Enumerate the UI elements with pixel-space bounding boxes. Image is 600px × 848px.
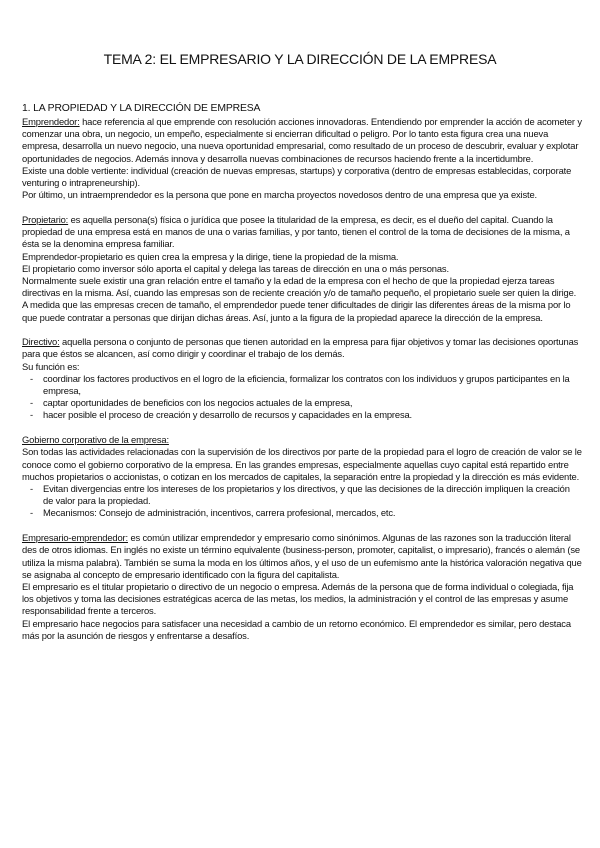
- emprendedor-paragraph-3: Por último, un intraemprendedor es la persona que pone en marcha proyectos novedosos dentro de una empresa que ya existe.: [22, 189, 537, 201]
- emprendedor-term: Emprendedor:: [22, 116, 80, 127]
- list-item: - Evitan divergencias entre los intereses de los propietarios y los directivos, y que las decisiones de la dirección impliquen la creación de valor para la propiedad.: [22, 483, 582, 507]
- section-heading: 1. LA PROPIEDAD Y LA DIRECCIÓN DE EMPRESA: [22, 103, 261, 114]
- propietario-definition: es aquella persona(s) física o jurídica que posee la titularidad de la empresa, es decir, es el dueño del capital. Cuando la propiedad de una empresa está en manos de una o varias familias, y por tanto, tienen el control de la toma de decisiones de la misma, a ésta se la denomina empresa familiar.: [22, 213, 570, 250]
- propietario-paragraph-2: Emprendedor-propietario es quien crea la empresa y la dirige, tiene la propiedad de la misma.: [22, 250, 399, 262]
- directivo-paragraph-2: Su función es:: [22, 360, 80, 372]
- emprendedor-definition: hace referencia al que emprende con resolución acciones innovadoras. Entendiendo por emprender la acción de acometer y comenzar una obra, un negocio, un empeño, especialmente si encierran dificultad o peligro. Por lo tanto esta figura crea una nueva empresa, desarrolla un nuevo negocio, una nueva oportunidad empresarial, como resultado de un proceso de descubrir, evaluar y explotar oportunidades de negocios. Además innova y desarrolla nuevas combinaciones de recursos haciendo frente a la incertidumbre.: [22, 116, 582, 164]
- gobierno-paragraph-1: Son todas las actividades relacionadas con la supervisión de los directivos por parte de la propiedad para el logro de creación de valor se le conoce como el gobierno corporativo de la empresa. En las grandes empresas, especialmente aquellas cuyo capital está repartido entre muchos propietarios o accionistas, o cotizan en los mercados de capitales, la separación entre la propiedad y la dirección es más evidente.: [22, 446, 582, 482]
- gobierno-block: [22, 434, 582, 519]
- document-title: TEMA 2: EL EMPRESARIO Y LA DIRECCIÓN DE LA EMPRESA: [103, 51, 497, 67]
- empresario-paragraph-2: El empresario es el titular propietario o directivo de un negocio o empresa. Además de la persona que de forma individual o colegiada, fija los objetivos y toma las decisiones estratégicas acerca de las metas, los medios, la administración y el control de las empresas y asume responsabilidad frente a terceros.: [22, 580, 574, 617]
- empresario-paragraph-1: [22, 532, 582, 581]
- propietario-paragraph-4: Normalmente suele existir una gran relación entre el tamaño y la edad de la empresa con el hecho de que la propiedad ejerza tareas directivas en la misma. Así, cuando las empresas son de reciente creación y/o de tamaño pequeño, el propietario suele ser quien la dirige. A medida que las empresas crecen de tamaño, el emprendedor puede tener dificultades de dirigir las diferentes áreas de la misma por lo que puede contratar a personas que dirijan dichas áreas. Así, junto a la figura de la propiedad aparece la dirección de la empresa.: [22, 274, 577, 323]
- directivo-function-list: [22, 373, 582, 422]
- empresario-block: [22, 532, 582, 642]
- propietario-term: Propietario:: [22, 213, 69, 225]
- empresario-term: Empresario-emprendedor:: [22, 532, 128, 544]
- list-item: - Mecanismos: Consejo de administración, incentivos, carrera profesional, mercados, etc.: [22, 507, 582, 519]
- empresario-paragraph-3: El empresario hace negocios para satisfacer una necesidad a cambio de un retorno económico. El emprendedor es similar, pero destaca más por la asunción de riesgos y enfrentarse a desafíos.: [22, 617, 571, 641]
- directivo-paragraph-1: [22, 336, 582, 360]
- gobierno-heading: [22, 434, 582, 446]
- emprendedor-block: [22, 116, 582, 201]
- emprendedor-paragraph-1: [22, 116, 582, 165]
- document-body: [22, 102, 582, 654]
- emprendedor-paragraph-2: Existe una doble vertiente: individual (creación de nuevas empresas, startups) y corporativa (dentro de empresas establecidas, corporate venturing o intrapreneurship).: [22, 164, 572, 189]
- propietario-block: [22, 214, 582, 324]
- gobierno-list: [22, 483, 582, 520]
- propietario-paragraph-1: [22, 214, 582, 251]
- list-item: - hacer posible el proceso de creación y desarrollo de recursos y capacidades en la empresa.: [22, 409, 582, 421]
- directivo-block: [22, 336, 582, 421]
- directivo-definition: aquella persona o conjunto de personas que tienen autoridad en la empresa para fijar objetivos y tomar las decisiones oportunas para que éstos se alcancen, así como dirigir y coordinar el trabajo de los demás.: [22, 336, 579, 360]
- gobierno-term: Gobierno corporativo de la empresa:: [22, 434, 169, 446]
- directivo-term: Directivo:: [22, 336, 60, 348]
- propietario-paragraph-3: El propietario como inversor sólo aporta el capital y delega las tareas de dirección en una o más personas.: [22, 262, 449, 274]
- list-item: - captar oportunidades de beneficios con los negocios actuales de la empresa,: [22, 397, 582, 409]
- list-item: - coordinar los factores productivos en el logro de la eficiencia, formalizar los contratos con los individuos y grupos participantes en la empresa,: [22, 373, 582, 397]
- empresario-definition: es común utilizar emprendedor y empresario como sinónimos. Algunas de las razones son la traducción literal des de otros idiomas. En inglés no existe un término equivalente (business-person, promoter, capitalist, o impresario), francés o alemán (se utiliza la misma palabra). También se suma la moda en los últimos años, y el uso de un eufemismo ante la histórica valoración negativa que se asignaba al concepto de empresario identificado con la figura del capitalista.: [22, 532, 582, 580]
